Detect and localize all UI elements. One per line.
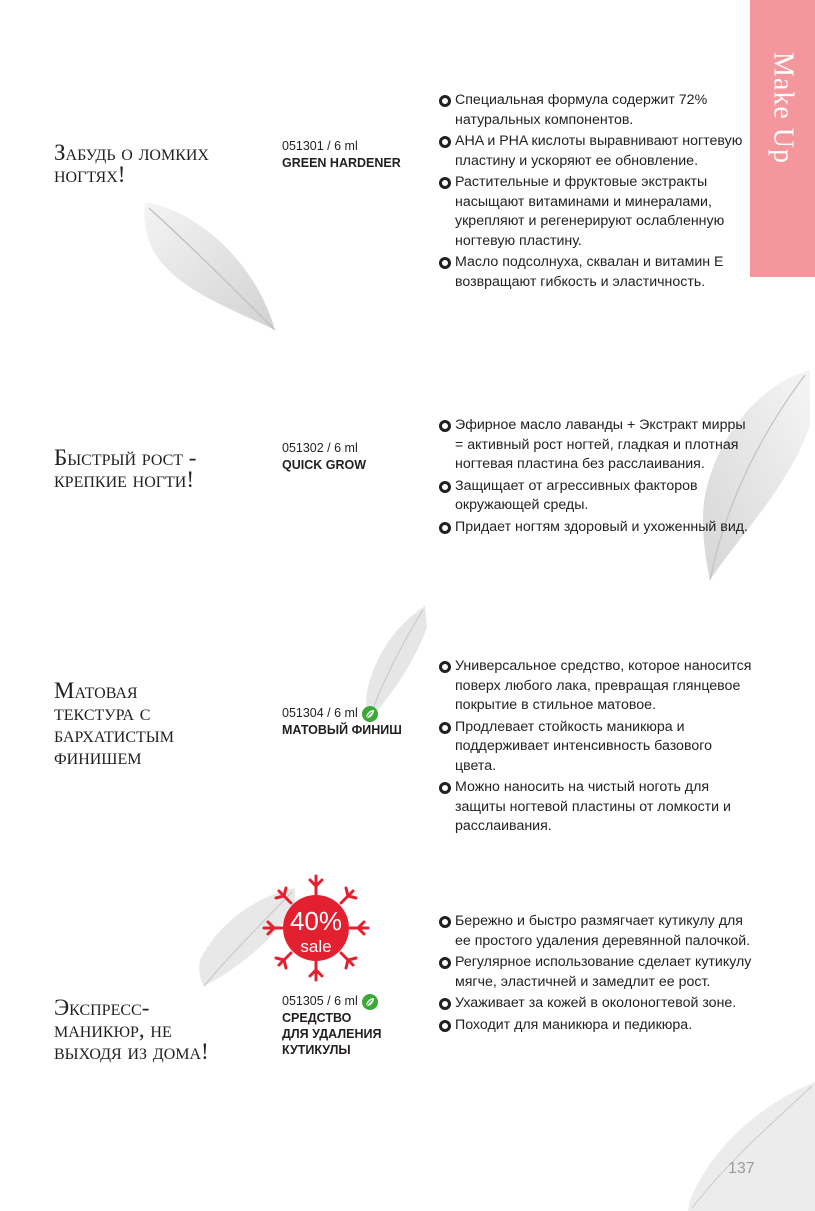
list-item: Защищает от агрессивных факторов окружающей среды. (439, 477, 754, 516)
bullet-icon (439, 136, 451, 148)
headline-line: маникюр, не (54, 1017, 172, 1042)
section-3-product (282, 705, 432, 738)
bullet-icon (439, 177, 451, 189)
sale-badge-label: sale (300, 937, 332, 956)
bullet-icon (439, 481, 451, 493)
feather-illustration-1 (135, 190, 285, 340)
section-4-product (282, 993, 432, 1058)
product-name (282, 1010, 432, 1058)
product-name-line: КУТИКУЛЫ (282, 1043, 351, 1057)
bullet-icon (439, 661, 451, 673)
product-name-line: СРЕДСТВО (282, 1011, 352, 1025)
list-item: Ухаживает за кожей в околоногтевой зоне. (439, 994, 754, 1014)
page-number: 137 (728, 1160, 755, 1177)
headline-line: финишем (54, 744, 142, 769)
section-1-headline (54, 142, 209, 186)
list-item: Универсальное средство, которое наносится поверх любого лака, превращая глянцевое покрытие в стильное матовое. (439, 657, 754, 716)
headline-line: Забудь о ломких (54, 140, 209, 165)
section-1-bullets (439, 91, 754, 294)
section-1-product (282, 138, 432, 171)
list-item: Придает ногтям здоровый и ухоженный вид. (439, 518, 754, 538)
bullet-icon (439, 782, 451, 794)
headline-line: выходя из дома! (54, 1039, 209, 1064)
section-3-headline (54, 680, 174, 768)
bullet-icon (439, 957, 451, 969)
headline-line: текстура с (54, 700, 151, 725)
product-name-line: ДЛЯ УДАЛЕНИЯ (282, 1027, 382, 1041)
section-2-headline (54, 447, 196, 491)
product-name: GREEN HARDENER (282, 156, 401, 170)
section-4-bullets (439, 912, 754, 1037)
bullet-icon (439, 257, 451, 269)
bullet-icon (439, 722, 451, 734)
list-item: Специальная формула содержит 72% натуральных компонентов. (439, 91, 754, 130)
list-item: AHA и PHA кислоты выравнивают ногтевую пластину и ускоряют ее обновление. (439, 132, 754, 171)
sale-badge (262, 874, 370, 982)
product-name: QUICK GROW (282, 458, 367, 472)
leaf-icon (362, 706, 378, 722)
section-2-product (282, 440, 432, 473)
list-item: Походит для маникюра и педикюра. (439, 1016, 754, 1036)
bullet-icon (439, 998, 451, 1010)
headline-line: Экспресс- (54, 995, 150, 1020)
bullet-icon (439, 420, 451, 432)
list-item: Можно наносить на чистый ноготь для защиты ногтевой пластины от ломкости и расслаивания. (439, 778, 754, 837)
leaf-icon (362, 994, 378, 1010)
list-item: Эфирное масло лаванды + Экстракт мирры = активный рост ногтей, гладкая и плотная ногтевая пластина без расслаивания. (439, 416, 754, 475)
headline-line: Быстрый рост - (54, 445, 197, 470)
list-item: Бережно и быстро размягчает кутикулу для ее простого удаления деревянной палочкой. (439, 912, 754, 951)
section-4-headline (54, 997, 209, 1063)
bullet-icon (439, 916, 451, 928)
list-item: Продлевает стойкость маникюра и поддерживает интенсивность базового цвета. (439, 718, 754, 777)
list-item: Растительные и фруктовые экстракты насыщают витаминами и минералами, укрепляют и регенерируют ослабленную ногтевую пластину. (439, 173, 754, 251)
product-code: 051301 / 6 ml (282, 139, 358, 153)
product-name: МАТОВЫЙ ФИНИШ (282, 723, 402, 737)
headline-line: крепкие ногти! (54, 467, 194, 492)
category-tab (750, 0, 815, 277)
bullet-icon (439, 95, 451, 107)
product-code: 051302 / 6 ml (282, 441, 358, 455)
sale-badge-percent: 40% (289, 906, 343, 936)
feather-illustration-5 (670, 1080, 815, 1211)
list-item: Масло подсолнуха, сквалан и витамин Е возвращают гибкость и эластичность. (439, 253, 754, 292)
section-2-bullets (439, 416, 754, 539)
list-item: Регулярное использование сделает кутикулу мягче, эластичней и замедлит ее рост. (439, 953, 754, 992)
bullet-icon (439, 1020, 451, 1032)
category-tab-label: Make Up (767, 52, 799, 164)
section-3-bullets (439, 657, 754, 839)
bullet-icon (439, 522, 451, 534)
headline-line: бархатистым (54, 722, 174, 747)
product-code: 051305 / 6 ml (282, 993, 432, 1010)
feather-illustration-3 (355, 602, 435, 722)
headline-line: ногтях! (54, 162, 126, 187)
product-code: 051304 / 6 ml (282, 705, 432, 722)
headline-line: Матовая (54, 678, 138, 703)
